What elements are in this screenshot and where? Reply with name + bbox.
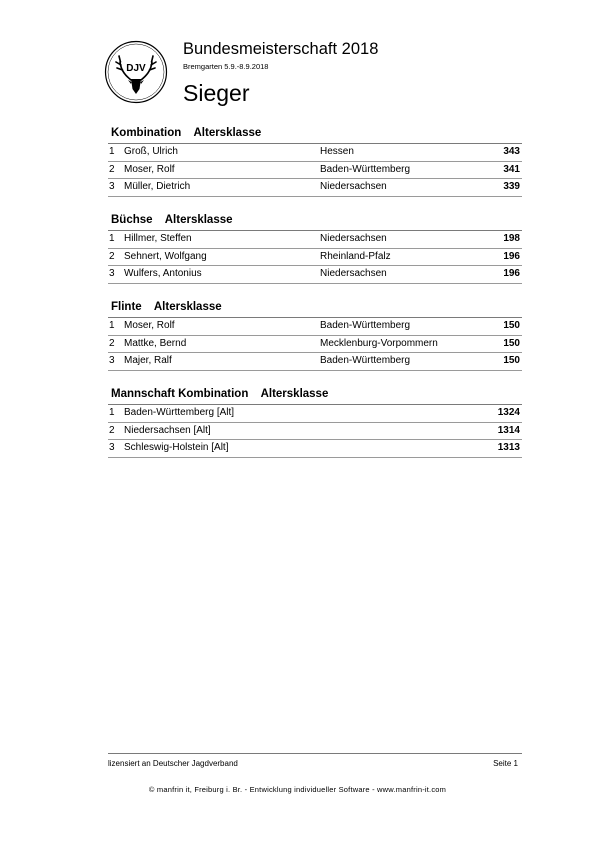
- section-discipline: Kombination: [111, 127, 182, 139]
- competitor-name: Moser, Rolf: [124, 320, 175, 331]
- score: 1314: [497, 424, 520, 436]
- result-row: [108, 405, 522, 423]
- competitor-name: Moser, Rolf: [124, 163, 175, 175]
- region: Baden-Württemberg: [320, 320, 411, 331]
- region: Niedersachsen: [320, 268, 387, 279]
- competitor-name: Müller, Dietrich: [124, 181, 191, 192]
- results-section-kombination: [108, 127, 522, 197]
- score: 341: [503, 163, 520, 175]
- score: 339: [503, 181, 520, 192]
- score: 196: [503, 250, 520, 262]
- competitor-name: Wulfers, Antonius: [124, 268, 202, 279]
- results-section-mannschaft: [108, 388, 522, 458]
- score: 1324: [497, 407, 520, 418]
- competitor-name: Groß, Ulrich: [124, 146, 178, 157]
- region: Hessen: [320, 146, 354, 157]
- result-row: [108, 318, 522, 336]
- score: 150: [503, 320, 520, 331]
- rank: 1: [109, 233, 115, 244]
- result-row: [108, 144, 522, 162]
- result-row: [108, 423, 522, 441]
- rank: 3: [109, 442, 115, 453]
- section-discipline: Mannschaft Kombination: [111, 388, 249, 400]
- logo-text: DJV: [126, 63, 146, 74]
- score: 150: [503, 355, 520, 366]
- team-name: Niedersachsen [Alt]: [124, 424, 211, 436]
- rank: 2: [109, 424, 115, 436]
- copyright-line: © manfrin it, Freiburg i. Br. - Entwicklung individueller Software - www.manfrin-it.com: [148, 785, 447, 794]
- result-row: [108, 249, 522, 267]
- result-row: [108, 440, 522, 458]
- team-name: Baden-Württemberg [Alt]: [124, 407, 235, 418]
- score: 150: [503, 337, 520, 349]
- result-row: [108, 353, 522, 371]
- team-name: Schleswig-Holstein [Alt]: [124, 442, 229, 453]
- page-number: Seite 1: [493, 759, 518, 768]
- competitor-name: Sehnert, Wolfgang: [124, 250, 207, 262]
- score: 196: [503, 268, 520, 279]
- footer-divider: [108, 753, 522, 754]
- score: 1313: [497, 442, 520, 453]
- region: Niedersachsen: [320, 181, 387, 192]
- competitor-name: Hillmer, Steffen: [124, 233, 192, 244]
- rank: 2: [109, 163, 115, 175]
- result-row: [108, 162, 522, 180]
- region: Niedersachsen: [320, 233, 387, 244]
- results-section-buechse: [108, 214, 522, 284]
- results-section-flinte: [108, 301, 522, 371]
- competitor-name: Majer, Ralf: [124, 355, 172, 366]
- competitor-name: Mattke, Bernd: [124, 337, 187, 349]
- region: Baden-Württemberg: [320, 163, 411, 175]
- score: 343: [503, 146, 520, 157]
- rank: 2: [109, 250, 115, 262]
- djv-logo: [104, 40, 168, 104]
- page-heading: Sieger: [183, 80, 250, 106]
- region: Baden-Württemberg: [320, 355, 411, 366]
- rank: 3: [109, 355, 115, 366]
- document-title: Bundesmeisterschaft 2018: [183, 40, 379, 58]
- section-class: Altersklasse: [260, 388, 329, 400]
- section-discipline: Flinte: [111, 301, 142, 313]
- rank: 3: [109, 181, 115, 192]
- section-class: Altersklasse: [153, 301, 222, 313]
- result-row: [108, 231, 522, 249]
- section-header: [108, 127, 522, 144]
- result-row: [108, 336, 522, 354]
- rank: 1: [109, 407, 115, 418]
- section-class: Altersklasse: [164, 214, 233, 226]
- rank: 3: [109, 268, 115, 279]
- rank: 2: [109, 337, 115, 349]
- region: Rheinland-Pfalz: [320, 250, 391, 262]
- license-note: lizensiert an Deutscher Jagdverband: [108, 759, 238, 768]
- section-class: Altersklasse: [193, 127, 262, 139]
- section-discipline: Büchse: [111, 214, 153, 226]
- section-header: [108, 388, 522, 405]
- section-header: [108, 214, 522, 231]
- result-row: [108, 179, 522, 197]
- rank: 1: [109, 320, 115, 331]
- event-dates: Bremgarten 5.9.-8.9.2018: [183, 62, 269, 71]
- result-row: [108, 266, 522, 284]
- region: Mecklenburg-Vorpommern: [320, 337, 438, 349]
- score: 198: [503, 233, 520, 244]
- rank: 1: [109, 146, 115, 157]
- section-header: [108, 301, 522, 318]
